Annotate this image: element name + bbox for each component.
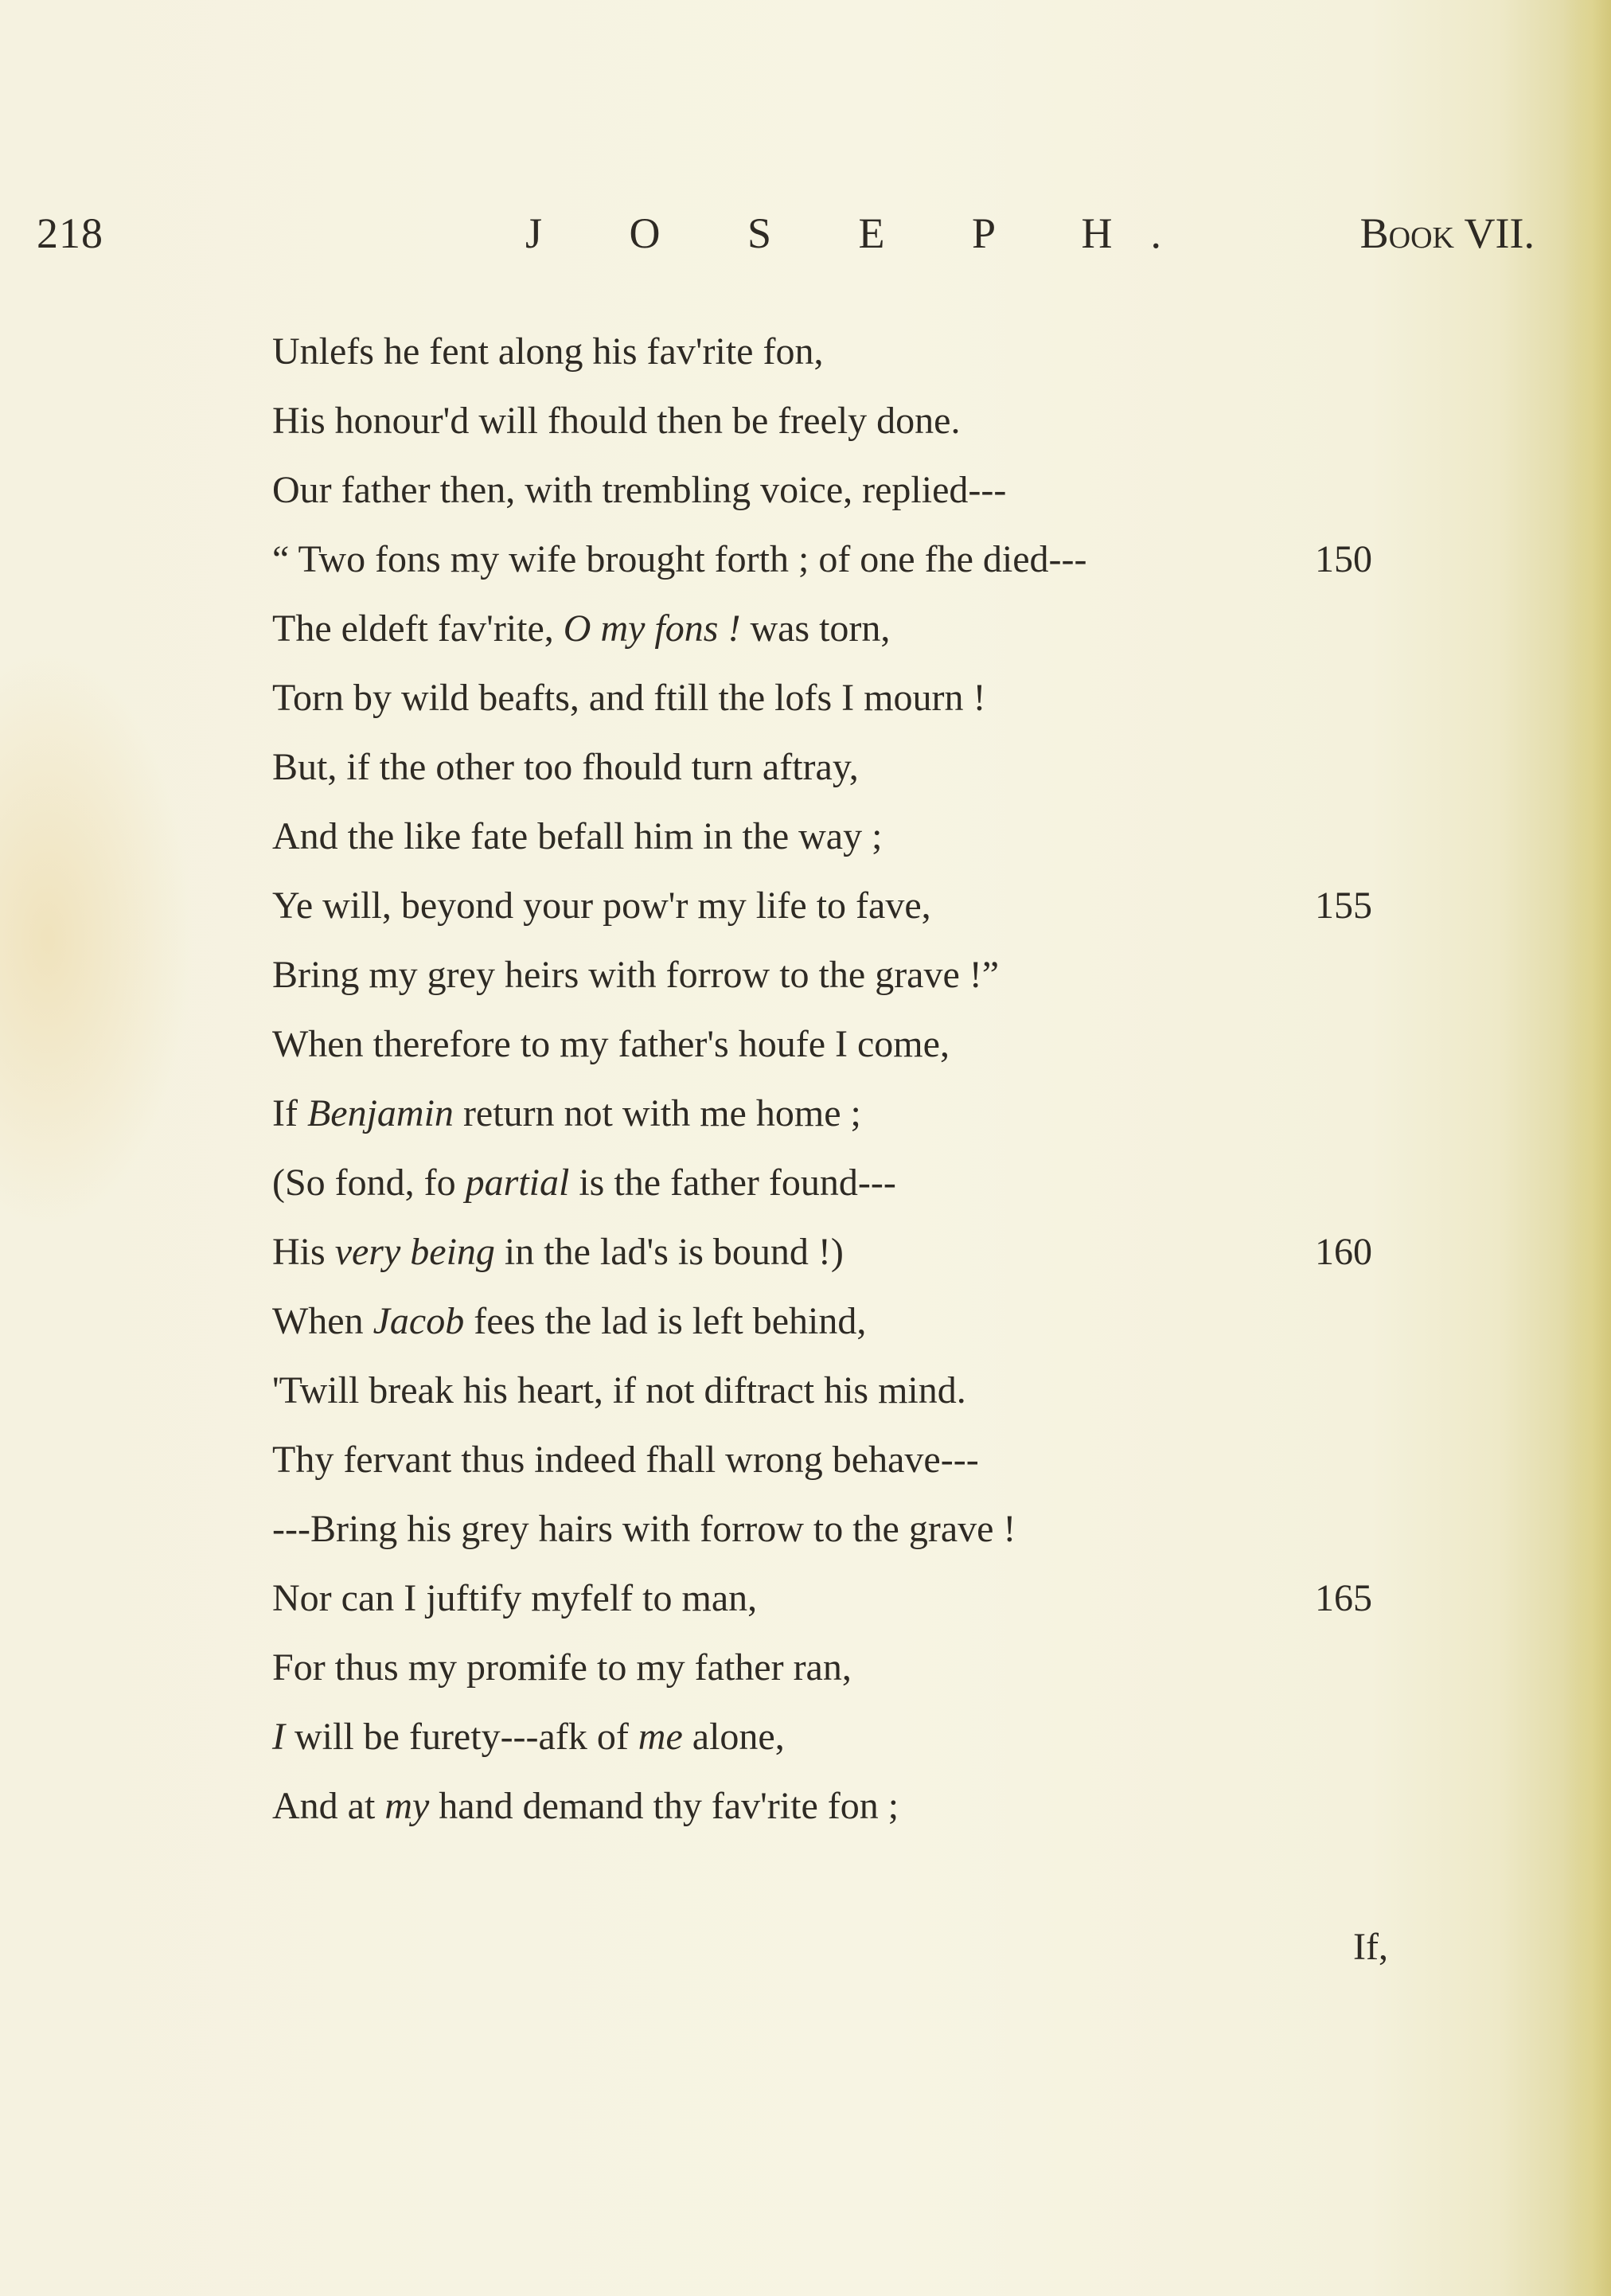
verse-italic-text: O my fons ! bbox=[563, 607, 741, 650]
verse-text: When therefore to my father's houfe I come, bbox=[272, 1023, 950, 1065]
verse-text: Bring my grey heirs with forrow to the grave !” bbox=[272, 954, 1000, 996]
verse-line bbox=[272, 594, 1387, 663]
verse-line bbox=[272, 1564, 1387, 1633]
verse-line bbox=[272, 1633, 1387, 1702]
verse-italic-text: partial bbox=[465, 1162, 570, 1204]
verse-italic-text: Jacob bbox=[373, 1300, 465, 1342]
book-label-text: Book VII. bbox=[1359, 209, 1535, 257]
verse-text: Our father then, with trembling voice, replied--- bbox=[272, 469, 1007, 511]
verse-line bbox=[272, 455, 1387, 525]
verse-text: return not with me home ; bbox=[453, 1092, 861, 1134]
verse-text: Nor can I juftify myfelf to man, bbox=[272, 1577, 758, 1619]
running-title: J O S E P H. bbox=[525, 209, 1200, 257]
verse-line bbox=[272, 732, 1387, 802]
verse-text: His honour'd will fhould then be freely done. bbox=[272, 400, 961, 442]
verse-text: Ye will, beyond your pow'r my life to fave, bbox=[272, 884, 931, 927]
verse-italic-text: me bbox=[638, 1716, 683, 1758]
verse-line bbox=[272, 1079, 1387, 1148]
verse-line bbox=[272, 1148, 1387, 1217]
page-gutter-shadow bbox=[1563, 0, 1611, 2296]
verse-line bbox=[272, 525, 1387, 594]
verse-text: (So fond, fo bbox=[272, 1162, 466, 1204]
catchword: If, bbox=[1353, 1926, 1388, 1968]
verse-text: is the father found--- bbox=[569, 1162, 896, 1204]
verse-text: will be furety---afk of bbox=[284, 1716, 638, 1758]
verse-line bbox=[272, 802, 1387, 871]
verse-text: But, if the other too fhould turn aftray, bbox=[272, 746, 859, 788]
verse-text: was torn, bbox=[740, 607, 891, 650]
verse-line bbox=[272, 1009, 1387, 1079]
verse-italic-text: my bbox=[384, 1785, 430, 1827]
verse-line bbox=[272, 1356, 1387, 1425]
verse-text: ---Bring his grey hairs with forrow to the grave ! bbox=[272, 1508, 1016, 1550]
verse-line bbox=[272, 663, 1387, 732]
verse-line bbox=[272, 1425, 1387, 1494]
verse-text: fees the lad is left behind, bbox=[464, 1300, 867, 1342]
verse-text: 'Twill break his heart, if not diftract his mind. bbox=[272, 1369, 966, 1412]
running-head bbox=[0, 209, 1611, 272]
verse-text: Torn by wild beafts, and ftill the lofs I mourn ! bbox=[272, 677, 986, 719]
verse-text: alone, bbox=[682, 1716, 785, 1758]
verse-text: If bbox=[272, 1092, 307, 1134]
verse-text: Thy fervant thus indeed fhall wrong behave--- bbox=[272, 1439, 979, 1481]
line-number: 150 bbox=[1315, 538, 1372, 580]
verse-text: Unlefs he fent along his fav'rite fon, bbox=[272, 330, 824, 373]
verse-line bbox=[272, 940, 1387, 1009]
verse-block bbox=[272, 317, 1387, 1841]
verse-line bbox=[272, 317, 1387, 386]
verse-text: His bbox=[272, 1231, 335, 1273]
line-number: 155 bbox=[1315, 884, 1372, 927]
verse-text: When bbox=[272, 1300, 373, 1342]
book-label bbox=[1360, 209, 1535, 258]
verse-line bbox=[272, 1494, 1387, 1564]
verse-line bbox=[272, 871, 1387, 940]
verse-line bbox=[272, 386, 1387, 455]
verse-line bbox=[272, 1287, 1387, 1356]
verse-line bbox=[272, 1702, 1387, 1771]
verse-text: And the like fate befall him in the way ; bbox=[272, 815, 883, 857]
line-number: 160 bbox=[1315, 1231, 1372, 1273]
verse-text: in the lad's is bound !) bbox=[494, 1231, 844, 1273]
verse-italic-text: very being bbox=[334, 1231, 495, 1273]
verse-text: “ Two fons my wife brought forth ; of one fhe died--- bbox=[272, 538, 1087, 580]
verse-line bbox=[272, 1217, 1387, 1287]
verse-italic-text: Benjamin bbox=[306, 1092, 454, 1134]
verse-line bbox=[272, 1771, 1387, 1841]
verse-text: And at bbox=[272, 1785, 385, 1827]
verse-text: For thus my promife to my father ran, bbox=[272, 1646, 852, 1689]
verse-italic-text: I bbox=[272, 1716, 285, 1758]
verse-text: The eldeft fav'rite, bbox=[272, 607, 564, 650]
line-number: 165 bbox=[1315, 1577, 1372, 1619]
page-number: 218 bbox=[37, 209, 103, 257]
verse-text: hand demand thy fav'rite fon ; bbox=[429, 1785, 899, 1827]
